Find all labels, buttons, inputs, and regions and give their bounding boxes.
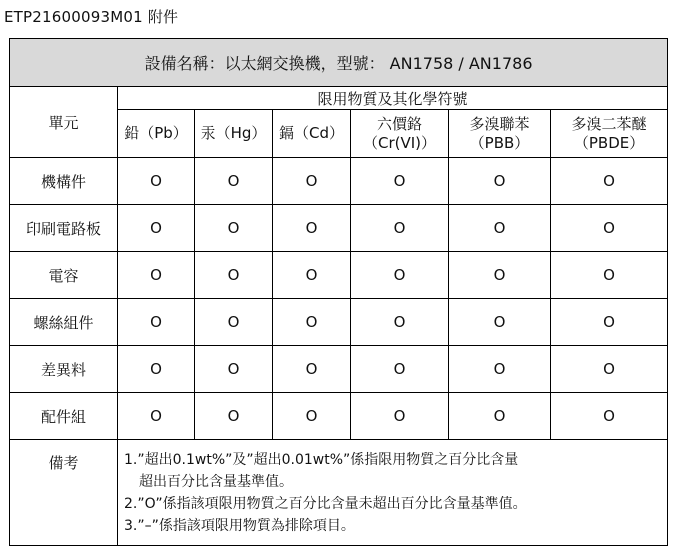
table-row	[10, 158, 668, 205]
status-cell: O	[273, 393, 351, 440]
substance-header-2	[273, 110, 351, 158]
table-row	[10, 205, 668, 252]
remark-line-3: 2.”O”係指該項限用物質之百分比含量未超出百分比含量基準值。	[124, 496, 527, 513]
substance-name: 多溴二苯醚	[571, 114, 647, 133]
remarks-text	[118, 440, 668, 546]
status-cell: O	[551, 205, 668, 252]
substance-symbol: （PBDE）	[573, 133, 645, 152]
status-cell: O	[351, 158, 449, 205]
status-cell: O	[118, 393, 195, 440]
unit-cell: 螺絲組件	[10, 299, 118, 346]
substance-name: 鉛（Pb）	[124, 124, 188, 143]
substance-name: 多溴聯苯	[469, 114, 530, 133]
remarks-label: 備考	[10, 440, 118, 546]
table-row	[10, 393, 668, 440]
substance-name: 汞（Hg）	[200, 124, 267, 143]
table-row	[10, 346, 668, 393]
status-cell: O	[118, 252, 195, 299]
rohs-table	[9, 38, 668, 546]
status-cell: O	[273, 158, 351, 205]
substance-name: 六價鉻	[376, 114, 422, 133]
status-cell: O	[449, 205, 551, 252]
substance-symbol: （Cr(VI)）	[362, 133, 437, 152]
status-cell: O	[551, 346, 668, 393]
status-cell: O	[551, 393, 668, 440]
status-cell: O	[273, 205, 351, 252]
status-cell: O	[273, 252, 351, 299]
status-cell: O	[118, 346, 195, 393]
table-row	[10, 252, 668, 299]
status-cell: O	[551, 158, 668, 205]
substances-header: 限用物質及其化學符號	[118, 86, 668, 109]
remark-line-1: 1.”超出0.1wt%”及”超出0.01wt%”係指限用物質之百分比含量	[124, 452, 519, 469]
unit-cell: 印刷電路板	[10, 205, 118, 252]
unit-cell: 電容	[10, 252, 118, 299]
unit-cell: 機構件	[10, 158, 118, 205]
status-cell: O	[195, 252, 273, 299]
unit-cell: 配件組	[10, 393, 118, 440]
remark-line-4: 3.”–”係指該項限用物質為排除項目。	[124, 518, 355, 535]
status-cell: O	[449, 158, 551, 205]
substance-header-4	[449, 110, 551, 158]
status-cell: O	[351, 346, 449, 393]
status-cell: O	[449, 346, 551, 393]
equipment-title: 設備名稱：以太網交換機，型號： AN1758 / AN1786	[10, 39, 668, 87]
status-cell: O	[551, 252, 668, 299]
status-cell: O	[195, 393, 273, 440]
unit-header: 單元	[10, 86, 118, 157]
substance-symbol: （PBB）	[469, 133, 530, 152]
status-cell: O	[551, 299, 668, 346]
status-cell: O	[118, 299, 195, 346]
status-cell: O	[273, 346, 351, 393]
status-cell: O	[118, 158, 195, 205]
status-cell: O	[195, 205, 273, 252]
status-cell: O	[351, 393, 449, 440]
status-cell: O	[195, 299, 273, 346]
status-cell: O	[351, 205, 449, 252]
status-cell: O	[195, 158, 273, 205]
substance-header-3	[351, 110, 449, 158]
substance-header-0	[118, 110, 195, 158]
status-cell: O	[351, 299, 449, 346]
status-cell: O	[449, 252, 551, 299]
substance-header-1	[195, 110, 273, 158]
document-id: ETP21600093M01 附件	[4, 8, 179, 26]
status-cell: O	[273, 299, 351, 346]
substance-header-5	[551, 110, 668, 158]
remark-line-2: 超出百分比含量基準值。	[139, 474, 293, 491]
status-cell: O	[449, 393, 551, 440]
table-row	[10, 299, 668, 346]
status-cell: O	[351, 252, 449, 299]
status-cell: O	[118, 205, 195, 252]
substance-name: 鎘（Cd）	[279, 124, 344, 143]
unit-cell: 差異料	[10, 346, 118, 393]
status-cell: O	[449, 299, 551, 346]
status-cell: O	[195, 346, 273, 393]
